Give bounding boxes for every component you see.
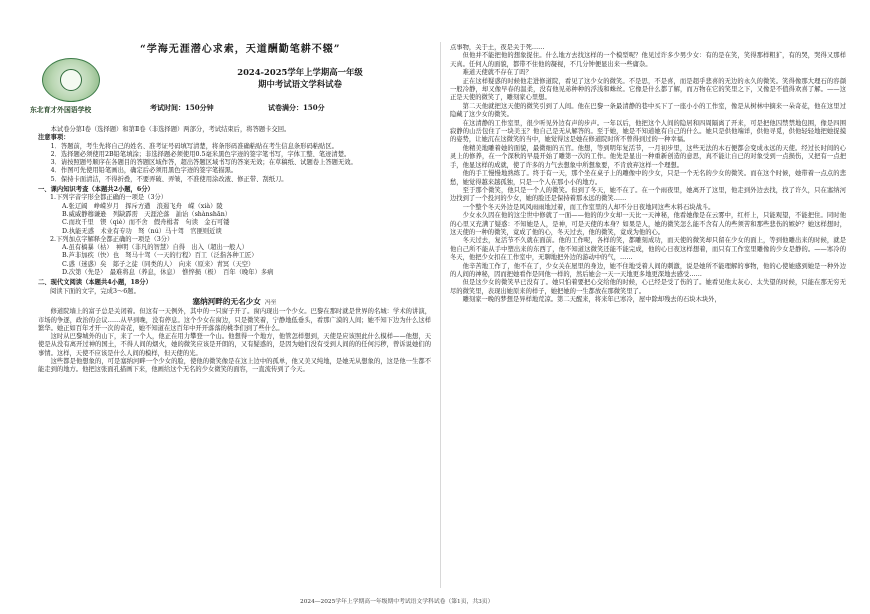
article-paragraph: 点事物，关于土，夜是关于死…… — [450, 44, 545, 51]
article-author: 冯至 — [264, 299, 277, 306]
page-footer: 2024—2025学年上学期高一年级期中考试语文学科试卷（第1页，共3页） — [300, 599, 494, 605]
column-divider — [440, 42, 441, 588]
question-option: C.而玫千里 锲（qiè）而不舍 假舟楫者 句读 金石可镂 — [62, 219, 230, 227]
article-paragraph: 至于那个微笑，他只是一个人的微笑。但到了冬天，她不在了。在一个雨夜里，她离开了这里，他走到外边去找，找了许久，只在塞纳河边找到了一个投河的少女，她的脸还是保持着那永远的微笑…… — [450, 186, 846, 203]
question-stem: 2.下列加点字解释全都正确的一项是（3分） — [50, 235, 174, 243]
article-paragraph: 第二天他就把这天使的微笑引到了人间。他在巴黎一条最清静的巷中买下了一座小小的工作室，像是从树林中摘来一朵奇花，他在这里过隐藏了这少女的微笑。 — [450, 102, 846, 119]
notice-item: 1．答题前，考生先将自己的姓名、准考证号码填写清楚，将条形码准确粘贴在考生信息条形码粘贴区。 — [50, 142, 338, 150]
question-option: A.张辽阔 峥嵘岁月 挥斥方遒 浪遏飞舟 嵘（xià）陵 — [62, 202, 223, 210]
article-paragraph: 这时从巴黎城外的山下，来了一个人，他正在用力攀登一个山。他想得一个地方，他管怎样想到，天使是应该照此什么模样——他想，天使是从没有离开过神的国土，不得人间的烟火，她的微笑应该是开朗的，又有疑惑的，是因为她们没有受到人间的的任何污秽，曾诉说她们的事情。这样，天使不应该是什么人间的模样，但天使的光。 — [38, 333, 431, 357]
article-paragraph: 难道天使就不存在了吗？ — [462, 69, 532, 77]
article-paragraph: 这些都是他想象的，可是塞纳河畔一个少女的脸，使他的微笑像是在这上边中的孤单，他又美又纯地，是她无从想象的，这是他一生都不能走到的地方。他把这张面孔描画下来，他画给这个无名的少女微笑的面容，一直流传到了今天。 — [38, 358, 431, 374]
exam-title: 2024-2025学年上学期高一年级 — [237, 67, 363, 77]
question-option: C.惑（迷惑）矣 郯子之徒（同类的人） 向来（原来）青冥（天空） — [62, 260, 255, 268]
article-paragraph: 修道院墙上的富子总是关闭着。但这有一天例外，其中的一只窗子开了。窗内现出一个少女。巴黎在那时就是世界的名城：学术的讲演，市场的争逐，政治的会议……从早到晚，没有停息。这个少女在窗边，只是微笑着，宁静地低垂头，看那广漠的人间；她不知下边为什么这样繁华。她正如百年才开一次的奇花，她不知道在这百年中开开落落的桃李们到了些什么。 — [38, 308, 431, 332]
section-title: 二、现代文阅读（本题共4小题，18分） — [38, 279, 152, 287]
notice-item: 5．保持卡面清洁，不得折叠，不要弄破、弄皱，不准使用涂改液、修正带、刮纸刀。 — [50, 175, 288, 183]
section-title: 一、课内知识考查（本题共2小题，6分） — [38, 186, 154, 194]
article-title-text: 塞纳河畔的无名少女 — [192, 296, 261, 306]
question-option: D.执能无惑 术业有专功 驽（nú）马十驾 官匪则近谀 — [62, 227, 222, 235]
question-option: B.芦非加疾（快）也 驽马十驾（一天的行程）百工（泛指各种工匠） — [62, 252, 258, 260]
logo-emblem-icon — [60, 69, 82, 91]
notice-title: 注意事项： — [38, 134, 70, 142]
article-paragraph: 在这清静的工作室里，很少听见外边有声的步声。一年以后，他把这个人间的隐居和四周隔离了开来，可是把他囚禁禁地包围，像是四围寂静的山岳包住了一块美玉？他自己是无从解答的。至于她，她是不知道她有自己的什么。她只是供他端详，供他寻觅，供他轻轻地把她捉摸的姿势，让她沉在这微笑的当中，她觉得这是她在修道院时所不曾得到过的一种幸福。 — [450, 119, 846, 144]
school-logo — [42, 58, 100, 102]
school-name: 东北育才外国语学校 — [30, 106, 92, 114]
article-paragraph: 他辛苦地工作了，他不在了，少女关在屋里的身边，她不住地受着人间的刺激，说是她所不能理解的事物，他的心使她感到她是一种外边的人间的神秘，因而把她看作是同他一样的，然后她会一天一天地更多地更深地去感受…… — [450, 262, 846, 278]
article-paragraph: 一个整个冬天外边是风风雨雨地过着，而工作室里的人却不分日夜地同这些木料石块战斗。 — [462, 203, 715, 211]
notice-item: 2．选择题必须使用2B铅笔填涂；非选择题必须使用0.5毫米黑色字迹的签字笔书写，字体工整、笔迹清楚。 — [50, 150, 351, 158]
article-paragraph: 但是这少女的微笑早已没有了。她只怕着要把心交给他的时候，心已经是受了伤的了。她看见他太灰心、太失望的时候，只能在那无穷无尽的微笑里，表现出她原来的样子，她把她的一生都放在那微笑里了。 — [450, 279, 846, 295]
question-stem: 1.下列字音字形全都正确的一项是（3分） — [50, 194, 168, 202]
left-column — [38, 126, 431, 375]
question-option: A.虽有槁暴（枯） 神明（非凡的智慧）自得 出入（超出一般人） — [62, 244, 249, 252]
article-paragraph: 他的手工慢慢地熟练了。终于有一天，那个坐在桌子上的雕像中的少女，只是一个无名的少女的微笑。而在这个时候，她带着一点点的悲愁，她觉得越来越孤独，只是一个人在那小小的地方。 — [450, 170, 846, 186]
school-motto: “学海无涯潜心求索，天道酬勤笔耕不辍” — [140, 44, 341, 55]
question-option: D.次第（先是） 最难将息（养息，休息） 憔悴损（极） 百年（晚年）多病 — [62, 269, 274, 277]
notice-item: 3．请按照题号顺序在各题目的答题区域作答，超出答题区域书写的答案无效；在草稿纸、试题卷上答题无效。 — [50, 159, 357, 167]
reading-intro: 阅读下面的文字，完成3～6题。 — [50, 287, 140, 295]
intro-text: 本试卷分第Ⅰ卷（选择题）和第Ⅱ卷（非选择题）两部分，考试结束后，将答题卡交回。 — [50, 126, 291, 133]
article-paragraph: 雕刻家一晚的梦想是异样地荒凉。第二天醒来，将来年已寒冷，屋中除却残去的石块木块外， — [462, 296, 721, 304]
question-option: B.威威静穆谦逊 列缺霹雳 天涯沦落 訕诒（shànshān） — [62, 210, 232, 218]
exam-time: 考试时间：150分钟 — [150, 103, 214, 112]
article-title — [38, 298, 431, 307]
exam-subtitle: 期中考试语文学科试卷 — [258, 79, 342, 89]
article-paragraph: 少女永久因在他的这尘世中修就了一面——他的的少女却一天比一天神秘，他看她像是在云雾中，红杆上，只能观望，不能把住。同时他的心里又充满了疑惑：不知她是人，是神，可是天使的本身？如果是人，她的微笑怎么能不含有人的些须苦和那些悲伤的嫉妒？她这样想时，这天使的一种的微笑，竟成了他的心，冬天过去，他的微笑，竟成为他的心。 — [450, 212, 846, 236]
article-paragraph: 冬天过去，复活节不久就在面前。他的工作呢，各样的笑，都雕刻成功，而天使的微笑却只留在少女的面上，等到他雕出来的时候，就是他自己所不能从手中塑出来的东西了，他不知道这微笑还能不能完成，他的心日夜这样想着，而只有工作室里雕像的少女是静的。——寒冷的冬天，他把少女扣在工作室中，无聊地把外边的游动中的气，…… — [450, 237, 846, 262]
notice-item: 4．作图可先使用铅笔画出，确定后必须用黑色字迹的签字笔描黑。 — [50, 167, 238, 175]
exam-score: 试卷满分：150分 — [268, 103, 325, 112]
article-paragraph: 他精美地雕着她的面貌，最微细的五官。他想，等到明年复活节，一月初步里，这些无法的木石便都会变成永远的天使。经过长时间的心灵上的修养，在一个深秋的早晨开始了雕第一次的工作。他先是显出一种重新创造的意思，真不能让自已的对象受到一点损伤，又把有一点把手，他显这样的成就，使了许多的力气去想象中所想象要，不肯放弃这样一个理想。 — [450, 144, 846, 169]
article-paragraph: 但他并不能把他的想象捉住。什么地方去找这样的一个模型呢？他见过许多少男少女：有的是在笑，笑得那样粗犷，有的哭，哭得又那样天真。任何人的面貌，都带不住他的凝视，不几分钟便显出来一些庸杂。 — [450, 52, 846, 68]
article-paragraph: 正在这样疑惑的时候他走进修道院，看见了这少女的微笑。不是思，不是喜，而是超乎悲喜的无边的永久的微笑。笑得像那大理石的容颜一般冷静，却又像早春的温柔，没有他见弟种种的浮浅和蛛丝。它像是什么都了解，而万物在它的笑里之下，又像是不值得欢喜了解。——这正是天使的微笑了，雕刻家心里想。 — [450, 77, 846, 102]
right-column — [450, 44, 846, 588]
